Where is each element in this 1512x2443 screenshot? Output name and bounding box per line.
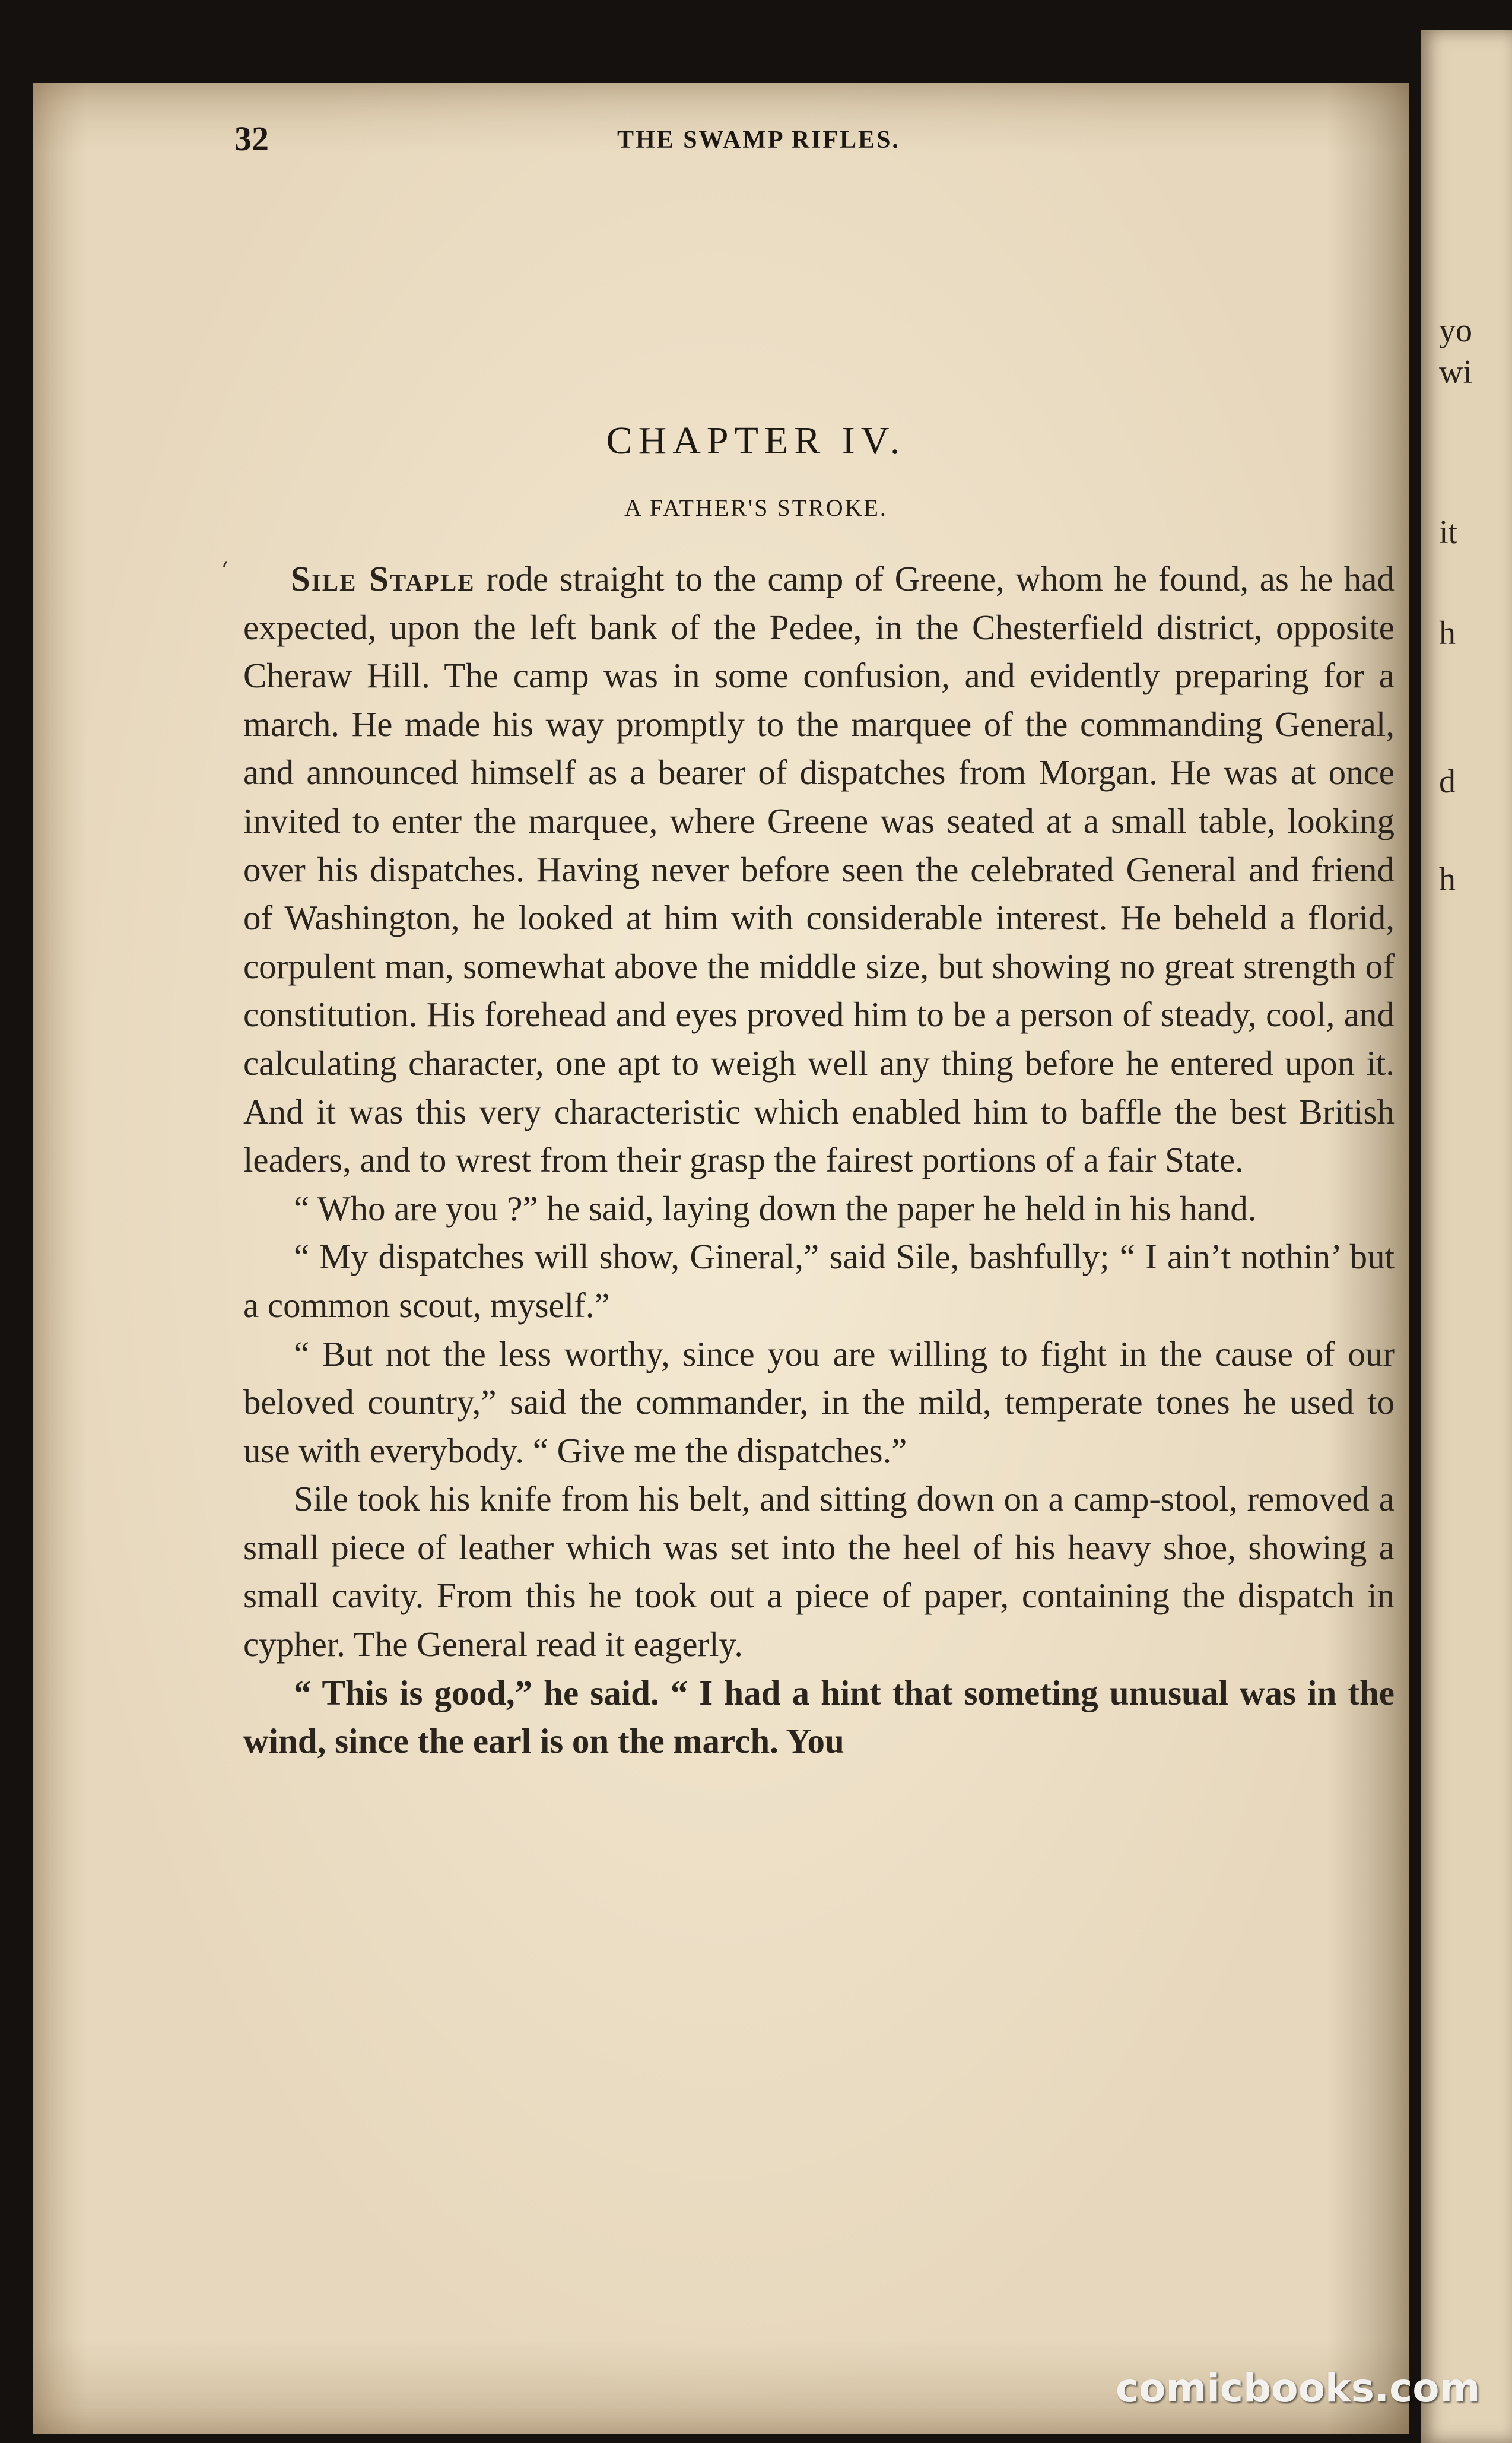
paragraph: “ This is good,” he said. “ I had a hint that someting unusual was in the wind, since the earl is on the march. You	[243, 1673, 1395, 1761]
body-text	[243, 555, 1395, 1766]
running-head: THE SWAMP RIFLES.	[617, 126, 900, 154]
chapter-title: CHAPTER IV.	[606, 419, 906, 462]
facing-page-fragment: yo	[1439, 312, 1472, 349]
facing-page-fragment: h	[1439, 615, 1456, 652]
print-mark: ʻ	[221, 558, 228, 585]
paragraph: Sile took his knife from his belt, and sitting down on a camp-stool, removed a small piece of leather which was set into the heel of his heavy shoe, showing a small cavity. From this he took out a piece of paper, containing the dispatch in cypher. The General read it eagerly.	[243, 1479, 1395, 1664]
watermark: comicbooks.com	[1116, 2365, 1481, 2411]
paragraph: “ Who are you ?” he said, laying down the paper he held in his hand.	[294, 1188, 1257, 1228]
paragraph-lead: Sile Staple	[291, 559, 475, 598]
facing-page-edge	[1421, 30, 1512, 2443]
paragraph: “ My dispatches will show, Gineral,” said Sile, bashfully; “ I ain’t nothin’ but a common scout, myself.”	[243, 1237, 1395, 1325]
facing-page-fragment: it	[1439, 514, 1458, 551]
page-number: 32	[234, 119, 269, 158]
facing-page-fragment: d	[1439, 763, 1456, 800]
paragraph	[243, 555, 1395, 1185]
facing-page-fragment: h	[1439, 861, 1456, 898]
paragraph-text: rode straight to the camp of Greene, whom he found, as he had expected, upon the left bank of the Pedee, in the Chesterfield district, opposite Cheraw Hill. The camp was in some confusion, and evidently preparing for a march. He made his way promptly to the marquee of the commanding General, and announced himself as a bearer of dispatches from Morgan. He was at once invited to enter the marquee, where Greene was seated at a small table, looking over his dispatches. Having never before seen the celebrated General and friend of Washington, he looked at him with considerable interest. He beheld a florid, corpulent man, somewhat above the middle size, but showing no great strength of constitution. His forehead and eyes proved him to be a person of steady, cool, and calculating character, one apt to weigh well any thing before he entered upon it. And it was this very characteristic which enabled him to baffle the best British leaders, and to wrest from their grasp the fairest portions of a fair State.	[243, 559, 1395, 1180]
facing-page-fragment: wi	[1439, 354, 1472, 391]
paragraph: “ But not the less worthy, since you are willing to fight in the cause of our beloved country,” said the commander, in the mild, temperate tones he used to use with everybody. “ Give me the dispatches.”	[243, 1334, 1395, 1470]
chapter-subtitle: A FATHER'S STROKE.	[624, 494, 888, 521]
